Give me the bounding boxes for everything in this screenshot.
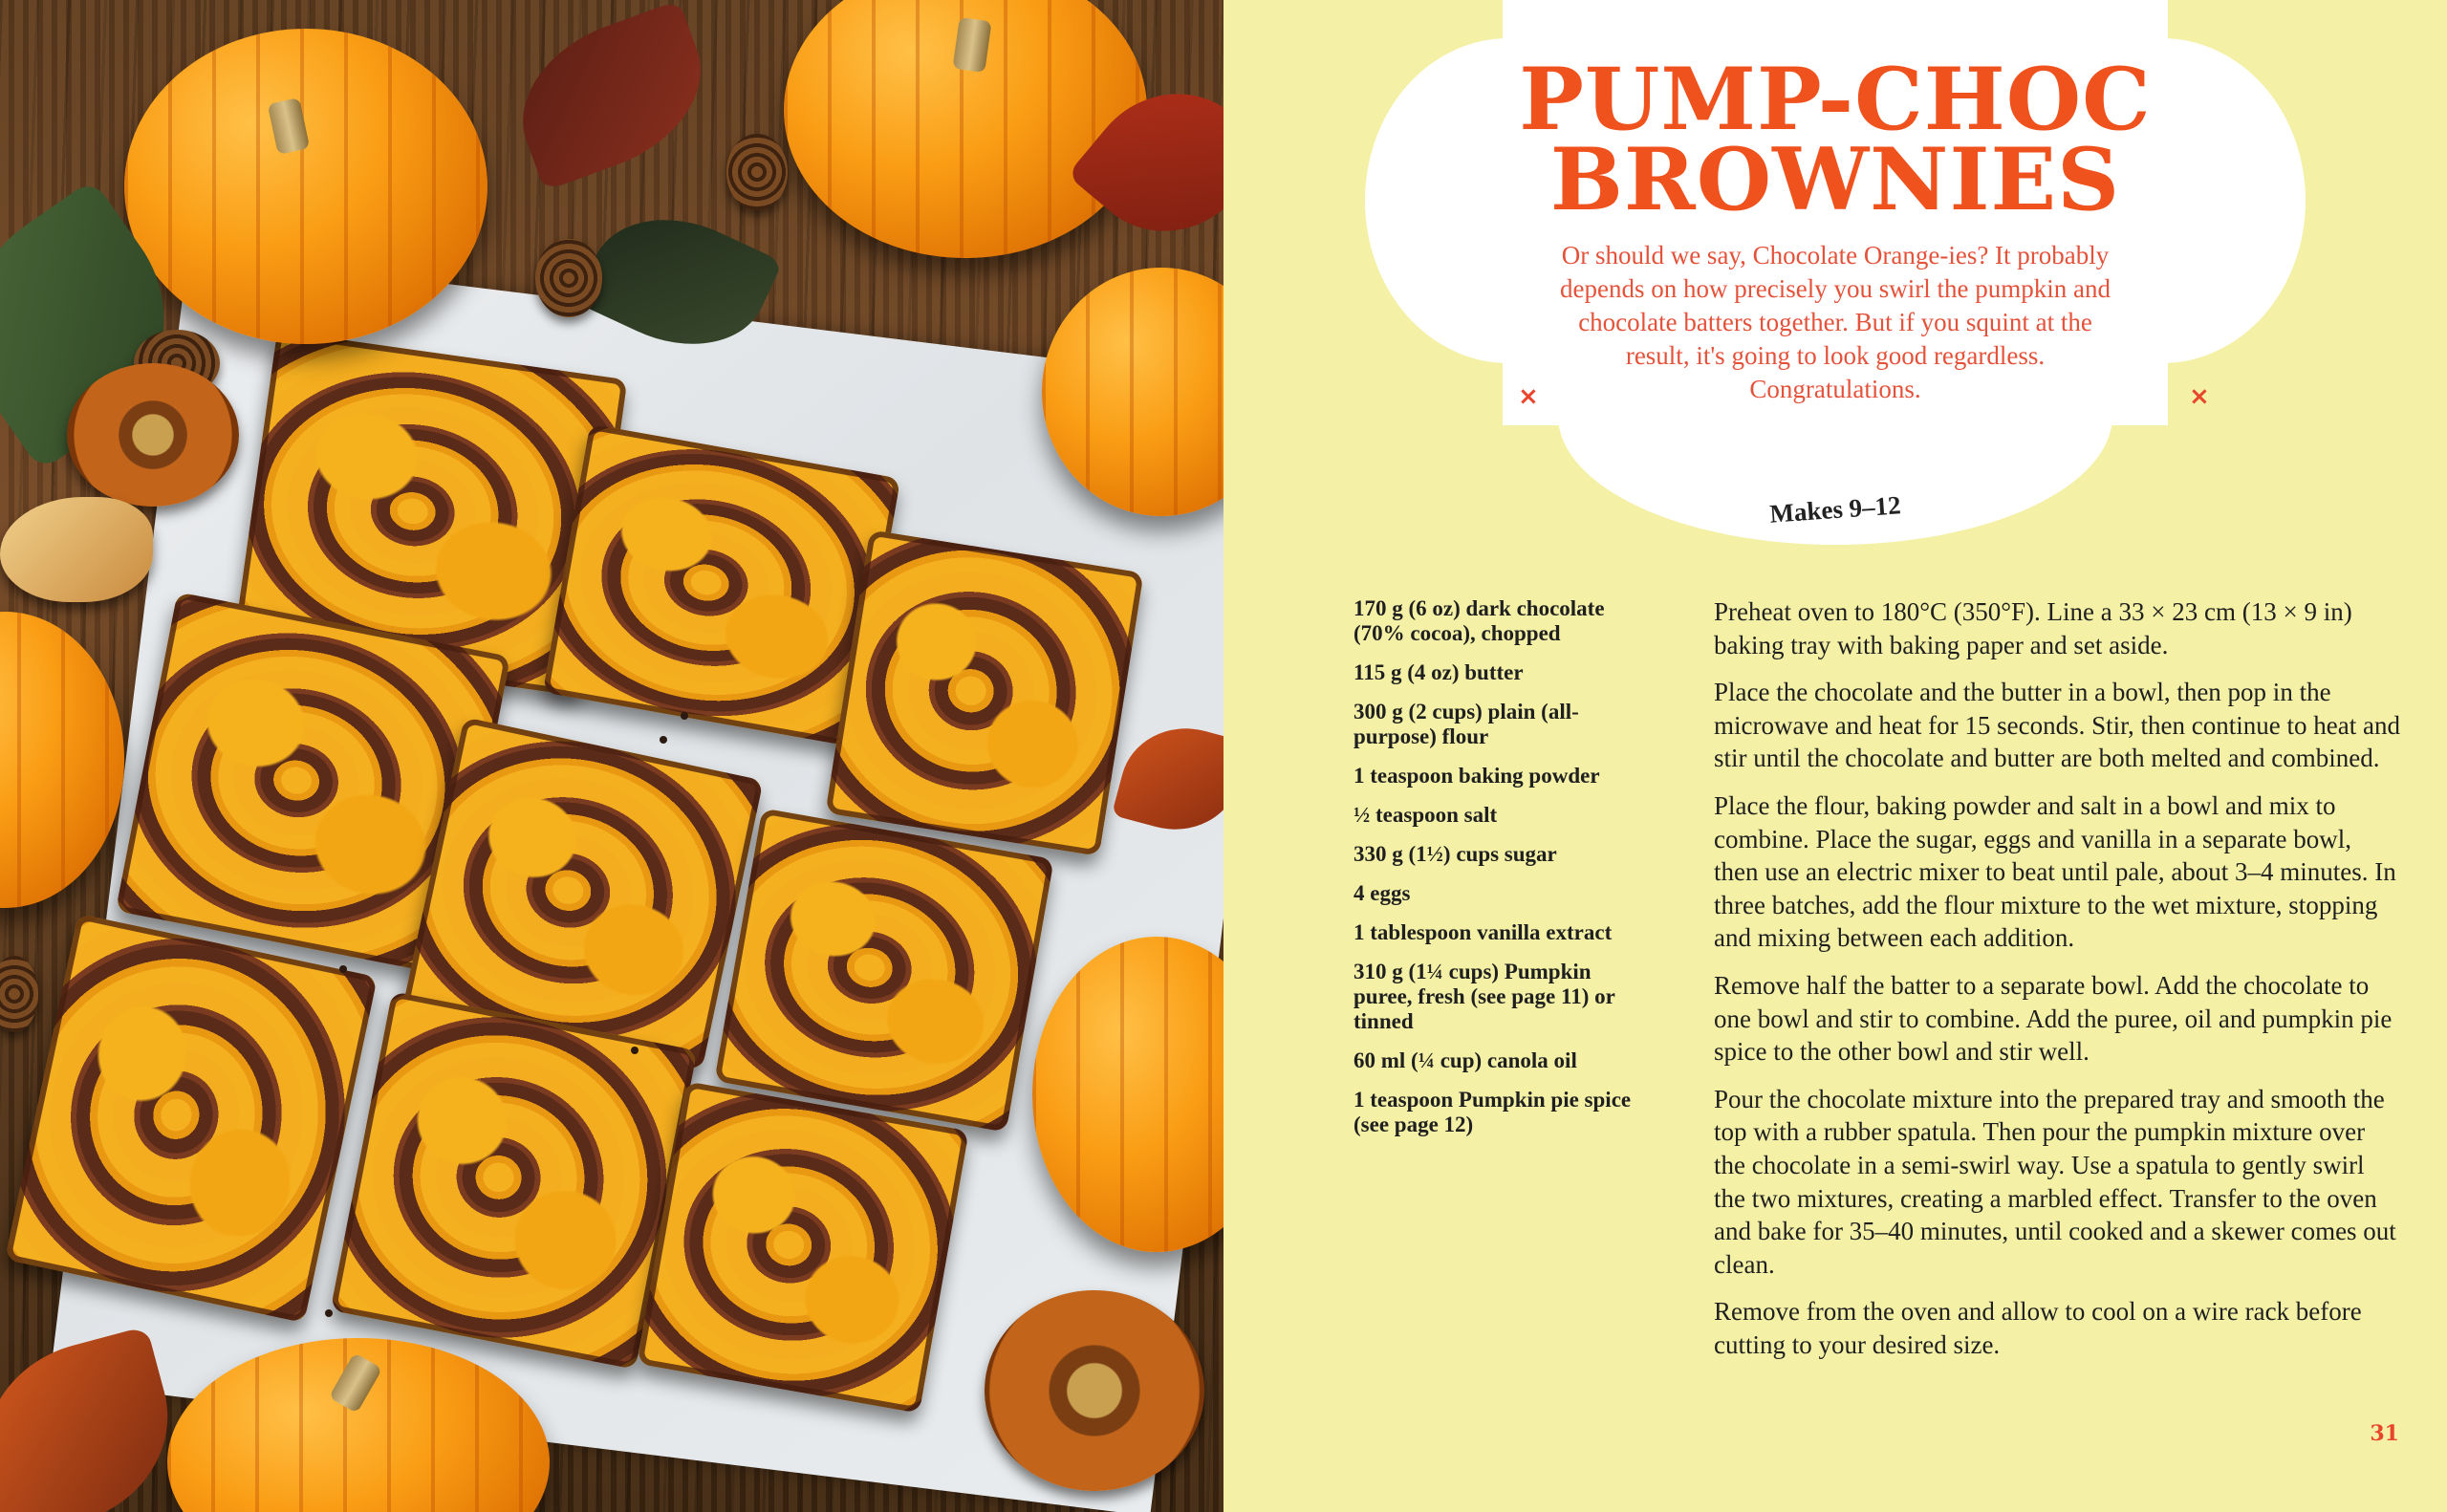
brownie-square (714, 808, 1054, 1132)
pumpkin (0, 612, 124, 908)
brownie-square (825, 529, 1143, 856)
crumb (681, 712, 688, 720)
ingredient-item: ½ teaspoon salt (1353, 803, 1498, 827)
ingredients-list (1353, 596, 1650, 1152)
cross-mark-left: × (1518, 382, 1539, 411)
method-step: Preheat oven to 180°C (350°F). Line a 33 × 23 cm (13 × 9 in) baking tray with baking paper and set aside. (1714, 597, 2352, 659)
ingredient-item: 4 eggs (1353, 881, 1411, 905)
method-step: Pour the chocolate mixture into the prepared tray and smooth the top with a rubber spatula. Then pour the pumpkin mixture over the chocolate in a semi-swirl way. Use a spatula to gently swirl the two mixtures, creating a marbled effect. Transfer to the oven and bake for 35–40 minutes, until cooked and a skewer comes out clean. (1714, 1084, 2396, 1279)
pine-cone (535, 239, 602, 317)
ingredient-item: 60 ml (¼ cup) canola oil (1353, 1048, 1577, 1072)
crumb (325, 1309, 333, 1317)
crumb (339, 965, 347, 973)
pine-cone (0, 956, 38, 1032)
method-step: Remove half the batter to a separate bowl. Add the chocolate to one bowl and stir to combine. Add the puree, oil and pumpkin pie spice to the other bowl and stir well. (1714, 970, 2393, 1067)
ingredient-item: 310 g (1¼ cups) Pumpkin puree, fresh (see page 11) or tinned (1353, 960, 1615, 1033)
page-number: 31 (2370, 1421, 2399, 1446)
ingredient-item: 1 tablespoon vanilla extract (1353, 920, 1613, 944)
pumpkin (124, 29, 487, 344)
ingredient-item: 330 g (1½) cups sugar (1353, 842, 1557, 866)
recipe-page (1224, 0, 2447, 1512)
pine-cone (726, 134, 788, 210)
ingredient-item: 115 g (4 oz) butter (1353, 660, 1524, 684)
ingredient-item: 300 g (2 cups) plain (all-purpose) flour (1353, 700, 1579, 748)
ingredient-item: 1 teaspoon baking powder (1353, 764, 1600, 788)
autumn-leaf (499, 0, 725, 191)
method-step: Place the flour, baking powder and salt in a bowl and mix to combine. Place the sugar, eggs and vanilla in a separate bowl, then use an electric mixer to beat until pale, about 3–4 minutes. In three batches, add the flour mixture to the wet mixture, stopping and mixing between each addition. (1714, 790, 2396, 953)
crumb (631, 1047, 639, 1054)
recipe-title: PUMP-CHOC BROWNIES (1519, 49, 2152, 230)
method-step: Place the chocolate and the butter in a bowl, then pop in the microwave and heat for 15 seconds. Stir, then continue to heat and stir until the chocolate and butter are both melted and combined. (1714, 678, 2400, 773)
brownie-square (331, 991, 698, 1370)
seed-pod (0, 497, 153, 602)
brownie-square (637, 1081, 969, 1414)
ingredient-item: 1 teaspoon Pumpkin pie spice (see page 12) (1353, 1088, 1632, 1136)
ingredient-item: 170 g (6 oz) dark chocolate (70% cocoa), chopped (1353, 596, 1605, 645)
method-steps (1714, 595, 2402, 1375)
method-step: Remove from the oven and allow to cool on a wire rack before cutting to your desired size. (1714, 1297, 2362, 1359)
crumb (660, 736, 667, 744)
seed-pod (985, 1290, 1204, 1491)
recipe-yield: Makes 9–12 (1768, 490, 1902, 529)
cross-mark-right: × (2189, 382, 2210, 411)
seed-pod (67, 363, 239, 507)
recipe-intro: Or should we say, Chocolate Orange-ies? It probably depends on how precisely you swirl the pumpkin and chocolate batters together. But if you squint at the result, it's going to look good regardless. Congratulations. (1560, 241, 2111, 403)
